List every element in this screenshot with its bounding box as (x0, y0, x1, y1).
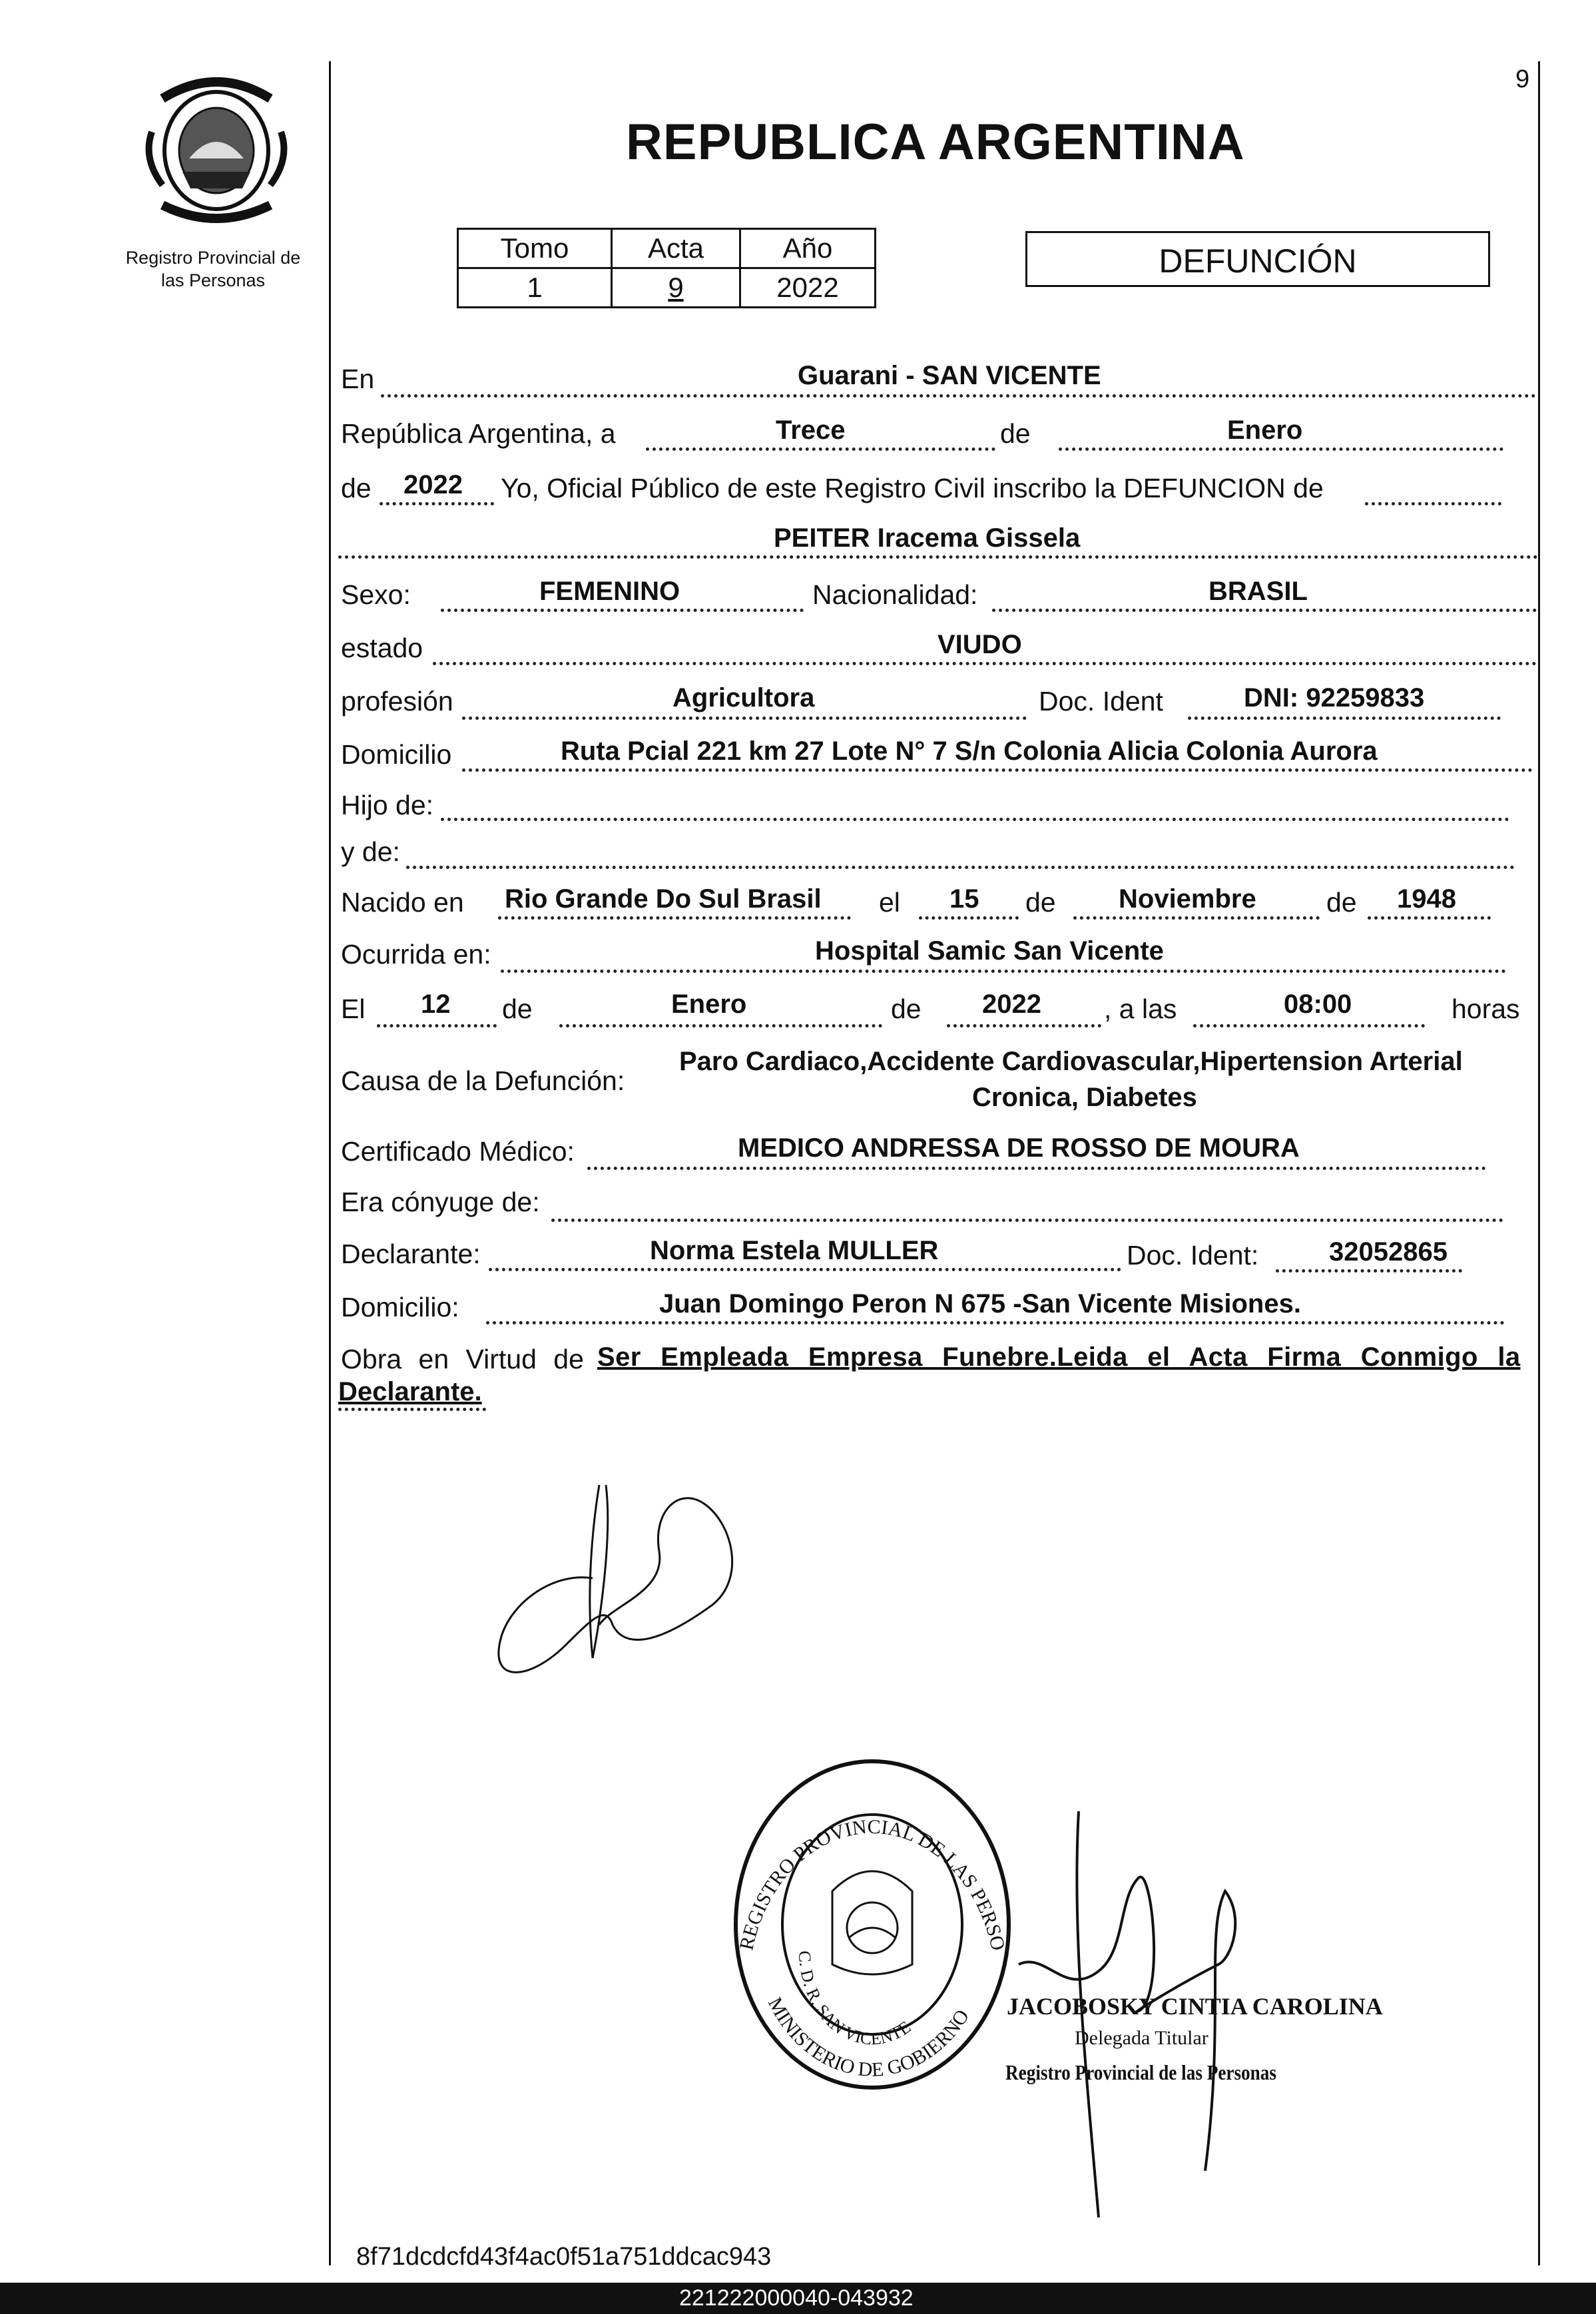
document-code: 221222000040-043932 (679, 2285, 914, 2311)
acta-value: 9 (612, 268, 740, 308)
el-label: el (879, 887, 900, 918)
dotted-line (381, 394, 1536, 398)
dotted-line (338, 555, 1538, 559)
dotted-line (992, 609, 1537, 612)
left-margin-line (329, 61, 331, 2265)
declarante-label: Declarante: (341, 1239, 481, 1269)
causa-line-2: Cronica, Diabetes (972, 1083, 1197, 1112)
svg-text:REGISTRO PROVINCIAL DE LAS PER (718, 1734, 1009, 1952)
nacido-label: Nacido en (341, 887, 464, 918)
dotted-line (380, 502, 494, 505)
dotted-line (462, 768, 1533, 772)
dotted-line (498, 916, 851, 920)
dotted-line (441, 609, 804, 612)
dotted-line (486, 1321, 1505, 1324)
sexo-label: Sexo: (341, 579, 411, 610)
province-seal-icon (142, 72, 290, 220)
org-line-1: Registro Provincial de (125, 248, 301, 268)
tomo-header: Tomo (458, 229, 612, 268)
dotted-line (489, 1268, 1121, 1271)
registry-org-name (100, 246, 326, 292)
de-label: de (502, 994, 533, 1024)
declarante-domicilio-label: Domicilio: (341, 1292, 459, 1322)
el-label: El (341, 994, 366, 1024)
dotted-line (377, 1024, 497, 1027)
svg-text:C. D. R. SAN VICENTE (795, 1950, 914, 2049)
dotted-line (1276, 1269, 1462, 1273)
declarante-doc-label: Doc. Ident: (1127, 1240, 1259, 1271)
a-las-label: , a las (1104, 994, 1177, 1024)
right-margin-line (1538, 61, 1540, 2265)
registry-table (457, 228, 876, 308)
horas-label: horas (1452, 994, 1520, 1024)
domicilio-value: Ruta Pcial 221 km 27 Lote N° 7 S/n Colonia Alicia Colonia Aurora (561, 736, 1378, 766)
dotted-line (551, 1219, 1503, 1222)
nac-anio: 1948 (1397, 884, 1456, 914)
dotted-line (919, 916, 1019, 920)
declarante-doc-value: 32052865 (1329, 1237, 1448, 1267)
def-anio: 2022 (982, 990, 1041, 1019)
declarante-value: Norma Estela MULLER (650, 1236, 939, 1265)
nacionalidad-value: BRASIL (1208, 577, 1308, 606)
obra-value-line-2: Declarante. (338, 1377, 482, 1406)
day-word: Trece (776, 416, 846, 445)
en-label: En (341, 364, 375, 394)
def-mes: Enero (671, 990, 747, 1019)
declarant-signature-icon (493, 1472, 746, 1691)
stamp-ring-top: REGISTRO PROVINCIAL DE LAS PERSONAS (718, 1734, 1009, 1953)
de-label: de (891, 994, 922, 1024)
dotted-line (1193, 1024, 1425, 1027)
official-title: Delegada Titular (1075, 2027, 1208, 2049)
org-line-2: las Personas (160, 270, 266, 290)
doc-ident-value: DNI: 92259833 (1244, 683, 1425, 713)
dotted-line (462, 717, 1027, 720)
official-name: JACOBOSKY CINTIA CAROLINA (1007, 1993, 1383, 2020)
hijo-label: Hijo de: (341, 790, 434, 820)
en-value: Guarani - SAN VICENTE (798, 361, 1101, 390)
causa-line-1: Paro Cardiaco,Accidente Cardiovascular,Hipertension Arterial (679, 1047, 1463, 1076)
footer-bar (0, 2283, 1596, 2314)
dotted-line (947, 1024, 1101, 1027)
anio-value: 2022 (740, 268, 876, 308)
anio-header: Año (740, 229, 876, 268)
page-number: 9 (1515, 65, 1530, 93)
record-type-box: DEFUNCIÓN (1025, 231, 1490, 287)
de-label: de (1000, 418, 1031, 449)
year-value: 2022 (403, 470, 463, 499)
dotted-line (559, 1024, 882, 1027)
month-word: Enero (1227, 416, 1303, 445)
y-de-label: y de: (341, 836, 400, 867)
nac-mes: Noviembre (1119, 884, 1256, 914)
def-hora: 08:00 (1284, 990, 1352, 1019)
nacionalidad-label: Nacionalidad: (812, 579, 978, 610)
nac-dia: 15 (949, 884, 979, 914)
de-label: de (341, 473, 372, 503)
ocurrida-value: Hospital Samic San Vicente (815, 936, 1164, 966)
profesion-label: profesión (341, 686, 453, 717)
ocurrida-label: Ocurrida en: (341, 939, 491, 970)
dotted-line (1188, 717, 1501, 720)
page-title: REPUBLICA ARGENTINA (626, 114, 1245, 170)
oficial-text: Yo, Oficial Público de este Registro Civil inscribo la DEFUNCION de (501, 473, 1324, 503)
doc-ident-label: Doc. Ident (1039, 686, 1163, 717)
dotted-line (433, 662, 1537, 665)
tomo-value: 1 (458, 268, 612, 308)
dotted-line (1365, 502, 1501, 505)
estado-value: VIUDO (937, 630, 1022, 659)
conyuge-label: Era cónyuge de: (341, 1187, 540, 1217)
stamp-ring-bottom: MINISTERIO DE GOBIERNO (763, 1994, 974, 2082)
certificado-value: MEDICO ANDRESSA DE ROSSO DE MOURA (738, 1133, 1300, 1163)
estado-label: estado (341, 633, 423, 663)
certificado-label: Certificado Médico: (341, 1136, 575, 1167)
dotted-line (501, 970, 1506, 973)
dotted-line (1073, 916, 1320, 920)
domicilio-label: Domicilio (341, 739, 452, 770)
dotted-line (1059, 447, 1503, 451)
dotted-line (338, 1408, 486, 1411)
de-label: de (1326, 887, 1357, 918)
dotted-line (441, 818, 1509, 821)
declarante-domicilio-value: Juan Domingo Peron N 675 -San Vicente Misiones. (659, 1289, 1301, 1318)
document-hash: 8f71dcdcfd43f4ac0f51a751ddcac943 (356, 2243, 772, 2271)
deceased-name: PEITER Iracema Gissela (774, 523, 1081, 553)
registry-stamp-icon (718, 1734, 1019, 2098)
republica-label: República Argentina, a (341, 418, 616, 449)
official-org: Registro Provincial de las Personas (1005, 2060, 1276, 2084)
dotted-line (646, 447, 995, 451)
obra-value-line-1: Ser Empleada Empresa Funebre.Leida el Acta Firma Conmigo la (597, 1342, 1521, 1372)
de-label: de (1025, 887, 1056, 918)
stamp-center-text: C. D. R. SAN VICENTE (794, 1950, 915, 2049)
dotted-line (587, 1167, 1486, 1170)
causa-label: Causa de la Defunción: (341, 1065, 625, 1096)
obra-label: Obra en Virtud de (341, 1344, 584, 1374)
def-dia: 12 (421, 990, 451, 1019)
acta-header: Acta (612, 229, 740, 268)
sexo-value: FEMENINO (539, 577, 680, 606)
profesion-value: Agricultora (672, 683, 815, 713)
dotted-line (406, 866, 1515, 869)
dotted-line (1368, 916, 1491, 920)
nacido-lugar: Rio Grande Do Sul Brasil (505, 884, 822, 914)
